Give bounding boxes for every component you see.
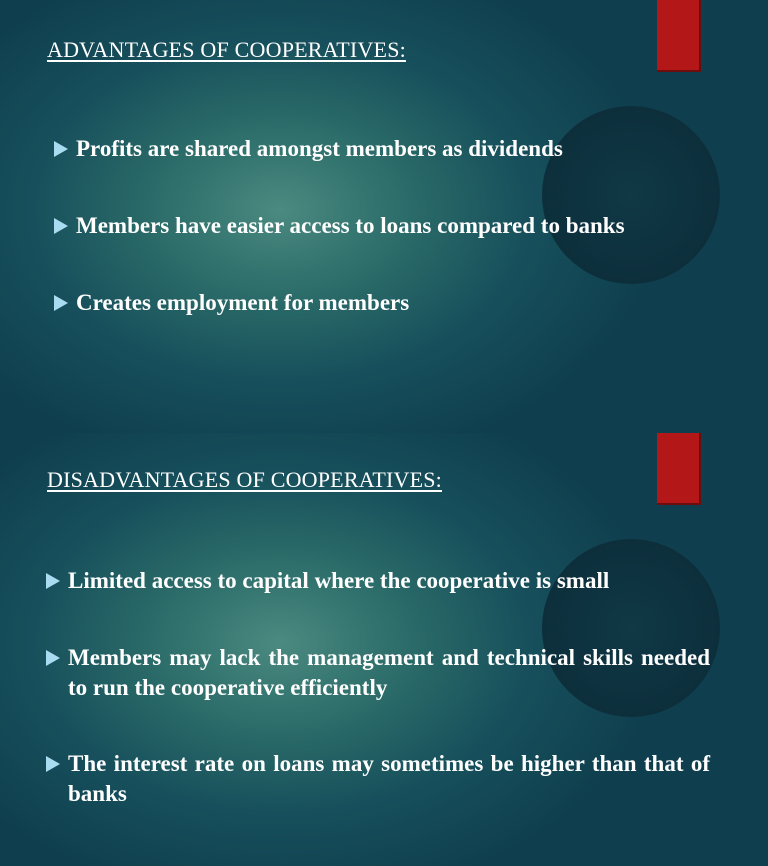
list-item [54, 211, 704, 241]
list-item-text: Creates employment for members [76, 290, 410, 315]
list-item-text: Members may lack the management and technical skills needed to run the cooperative efficiently [68, 645, 710, 700]
advantages-list [54, 134, 704, 365]
red-accent-bar [657, 433, 701, 505]
list-item [46, 566, 710, 596]
list-item-text: The interest rate on loans may sometimes be higher than that of banks [68, 751, 710, 806]
disadvantages-slide [0, 433, 768, 866]
list-item-text: Limited access to capital where the cooperative is small [68, 568, 610, 593]
disadvantages-list [46, 566, 710, 855]
list-item-text: Profits are shared amongst members as dividends [76, 136, 563, 161]
disadvantages-title: DISADVANTAGES OF COOPERATIVES: [47, 467, 442, 492]
list-item [46, 749, 710, 809]
list-item [54, 288, 704, 318]
list-item [46, 643, 710, 703]
triangle-right-icon [54, 295, 68, 311]
red-accent-bar [657, 0, 701, 72]
list-item [54, 134, 704, 164]
triangle-right-icon [54, 218, 68, 234]
triangle-right-icon [46, 650, 60, 666]
triangle-right-icon [54, 141, 68, 157]
triangle-right-icon [46, 573, 60, 589]
triangle-right-icon [46, 756, 60, 772]
list-item-text: Members have easier access to loans compared to banks [76, 213, 625, 238]
advantages-title: ADVANTAGES OF COOPERATIVES: [47, 37, 406, 62]
